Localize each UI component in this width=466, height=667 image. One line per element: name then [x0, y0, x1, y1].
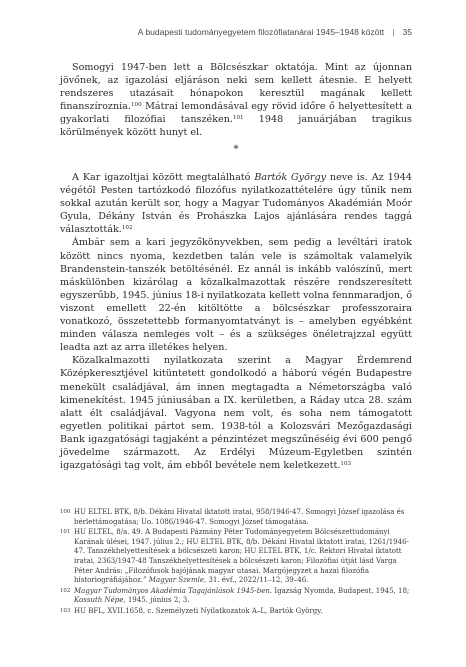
paragraph-text: Somogyi 1947-ben lett a Bölcsészkar oktatója. Mint az újonnan jövőnek, az igazolási eljáráson neki sem kellett átesnie. E helyett rendszeres utazásait hónapokon keresztül magának kellett finanszíroznia. — [60, 62, 412, 113]
paragraph-text: Ámbár sem a kari jegyzőkönyvekben, sem pedig a levéltári iratok között nincs nyoma, kezdetben talán vele is számoltak valamelyik Brandenstein-tanszék betöltésénél. Ez annál is inkább valószínű, mert máskülönben kizárólag a közalkalmazottak részére rendszeresített egyszerűbb, 1945. június 18-i nyilatkozata kellett volna fennmaradjon, ő viszont emellett 22-én kitöltötte a bölcsészkar professzoraira vonatkozó, összetettebb formanyomtatványt is – amelyben egyébként minden válasza nemleges volt – és a szükséges önéletrajzzal együtt leadta azt az arra illetékes helyen. — [60, 237, 412, 354]
footnote-103 — [60, 607, 412, 617]
footnote-text: Magyar Tudományos Akadémia Tagajánlások 1945-ben. Igazság Nyomda, Budapest, 1945, 18; Kossuth Népe, 1945. június 2, 3. — [74, 586, 410, 605]
footnote-100 — [60, 508, 412, 527]
footnote-101 — [60, 528, 412, 586]
footnote-text: HU ELTEL BTK, 8/b. Dékáni Hivatal iktatott iratai, 958/1946-47. Somogyi József igazolása és bérlettámogatása; Uo. 1086/1946-47. Somogyi József támogatása. — [74, 508, 405, 526]
running-header — [60, 26, 412, 38]
journal-title: Magyar Szemle, — [146, 576, 207, 585]
footnote-ref-100[interactable]: 100 — [130, 102, 142, 109]
footnote-ref-103[interactable]: 103 — [340, 461, 352, 468]
running-title: A budapesti tudományegyetem filozófiatanárai 1945–1948 között — [137, 27, 385, 37]
person-name: Bartók György — [254, 172, 327, 183]
footnotes-section — [60, 508, 412, 618]
header-separator: | — [392, 27, 395, 37]
footnote-number: 101 — [60, 529, 71, 536]
footnote-ref-102[interactable]: 102 — [121, 225, 133, 232]
paragraph-bartok-declaration — [60, 354, 412, 472]
paragraph-bartok-records — [60, 236, 412, 354]
paragraph-text: Mátrai lemondásával egy rövid időre ő helyettesített a gyakorlati filozófiai tanszéken. — [60, 101, 412, 126]
footnote-number: 100 — [60, 509, 71, 515]
paragraph-text: Közalkalmazotti nyilatkozata szerint a Magyar Érdemrend Középkeresztjével kitüntetett gondolkodó a háború végén Budapestre menekült családjával, ám innen megtagadta a Németországba való kimenekítést. 1945 júniusában a IX. kerületben, a Ráday utca 28. szám alatt élt családjával. Vagyona nem volt, és soha nem támogatott egyetlen politikai pártot sem. 1938-tól a Kolozsvári Mezőgazdasági Bank igazgatósági tagjaként a pénzintézet megszűnéséig évi 600 pengő jövedelme származott. Az Erdélyi Múzeum-Egyletben szintén igazgatósági tag volt, ám ebből bevétele nem keletkezett. — [60, 355, 412, 472]
section-divider-asterisk: * — [233, 144, 239, 155]
paragraph-bartok-intro — [60, 171, 412, 236]
paragraph-text: neve is. Az 1944 végétől Pesten tartózkodó filozófus nyilatkozattételére úgy tűnik nem sokkal azután került sor, hogy a Magyar Tudományos Akadémián Moór Gyula, Dékány István és Prohászka Lajos ajánlására rendes taggá választották. — [60, 172, 412, 236]
paragraph-text: A Kar igazoltjai között megtalálható — [72, 172, 255, 183]
footnote-number: 103 — [60, 607, 71, 614]
page-number: 35 — [402, 27, 412, 37]
paragraph-somogyi — [60, 61, 412, 140]
newspaper-title: Kossuth Népe, — [74, 596, 126, 605]
main-text-block — [60, 171, 412, 472]
footnote-text: HU ELTEL, 8/a. 49. A Budapesti Pázmány Péter Tudományegyetem Bölcsészettudományi Karának ülései, 1947. július 2.; HU ELTEL BTK, 8/b. Dékáni Hivatal iktatott iratai, 1261/1946-47. Tanszékhelyettesítések a bölcsészeti karon; HU ELTEL BTK, 1/c. Rektori Hivatal iktatott iratai, 2363/1947-48 Tanszékhelyettesítések a bölcsészeti karon; Filozófiai útját lásd Varga Péter András: „Filozófusok hajójának magyar utasai. Margójegyzet a hazai filozófia historiográfiájához.” Magyar Szemle, 31. évf., 2022/11–12, 39–46. — [74, 528, 409, 585]
footnote-number: 102 — [60, 587, 71, 594]
paragraph-text: 1948 januárjában tragikus körülmények között hunyt el. — [60, 114, 412, 139]
book-title: Magyar Tudományos Akadémia Tagajánlások 1945-ben. — [74, 586, 273, 595]
footnote-ref-101[interactable]: 101 — [232, 115, 244, 122]
footnote-text: HU BFL, XVII.1658. c. Személyzeti Nyilatkozatok A–L, Bartók György. — [74, 606, 323, 615]
footnote-102 — [60, 587, 412, 606]
